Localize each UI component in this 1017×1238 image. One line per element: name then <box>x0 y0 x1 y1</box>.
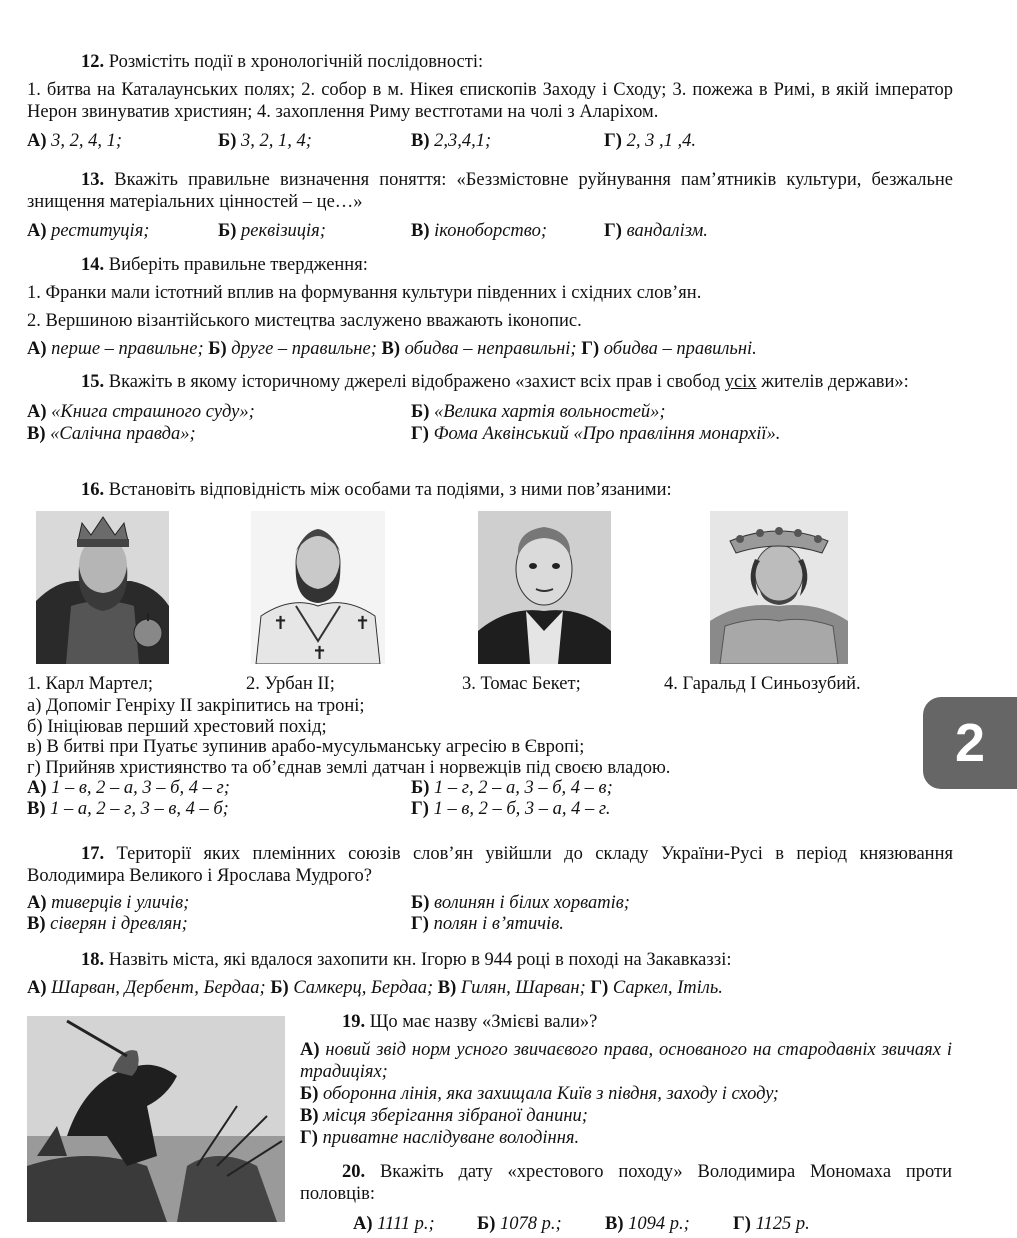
person-4: 4. Гаральд І Синьозубий. <box>664 674 861 694</box>
portrait-harald <box>710 511 848 664</box>
question-number: 12. <box>81 52 105 72</box>
answer-options <box>27 401 953 445</box>
question-20 <box>300 1161 952 1235</box>
question-16-title <box>27 479 953 501</box>
option-d[interactable]: Г) 2, 3 ,1 ,4. <box>604 131 696 151</box>
option-b[interactable]: Б) 1078 р.; <box>477 1214 562 1234</box>
option-c[interactable]: В) 2,3,4,1; <box>411 131 492 151</box>
option-a[interactable]: А) тиверців і уличів; <box>27 893 190 913</box>
option-c[interactable]: В) 1094 р.; <box>605 1214 690 1234</box>
option-a[interactable]: А) 1111 р.; <box>353 1214 435 1234</box>
person-2: 2. Урбан ІІ; <box>246 674 335 694</box>
question-number: 20. <box>342 1162 366 1182</box>
option-c[interactable]: В) обидва – неправильні; <box>381 339 582 359</box>
option-a[interactable]: А) 3, 2, 4, 1; <box>27 131 123 151</box>
answer-options <box>300 1039 952 1149</box>
question-number: 16. <box>81 480 105 500</box>
question-number: 13. <box>81 170 105 190</box>
question-number: 18. <box>81 950 105 970</box>
question-16-body <box>27 674 953 819</box>
question-title: Що має назву «Змієві вали»? <box>365 1012 598 1032</box>
option-d[interactable]: Г) обидва – правильні. <box>581 339 757 359</box>
option-a[interactable]: А) новий звід норм усного звичаєвого права, основаного на стародавніх звичаях і традиціях; <box>300 1040 952 1082</box>
section-tab: 2 <box>923 697 1017 789</box>
question-14 <box>27 254 953 360</box>
portrait-karl-martel <box>36 511 169 664</box>
answer-options <box>27 338 953 360</box>
option-d[interactable]: Г) 1 – в, 2 – б, 3 – а, 4 – г. <box>411 798 611 819</box>
person-3: 3. Томас Бекет; <box>462 674 581 694</box>
option-a[interactable]: А) Шарван, Дербент, Бердаа; <box>27 978 271 998</box>
option-b[interactable]: Б) реквізиція; <box>218 221 326 241</box>
battle-scene-icon <box>27 1016 285 1222</box>
option-c[interactable]: В) «Салічна правда»; <box>27 424 196 444</box>
option-d[interactable]: Г) Фома Аквінський «Про правління монархії». <box>411 424 781 444</box>
becket-portrait-icon <box>478 511 611 664</box>
option-b[interactable]: Б) оборонна лінія, яка захищала Київ з півдня, заходу і сходу; <box>300 1084 779 1104</box>
question-title: Встановіть відповідність між особами та подіями, з ними пов’язаними: <box>104 480 672 500</box>
option-d[interactable]: Г) Саркел, Ітіль. <box>590 978 723 998</box>
question-17 <box>27 843 953 935</box>
answer-options <box>27 977 953 999</box>
harald-portrait-icon <box>710 511 848 664</box>
event-a: а) Допоміг Генріху ІІ закріпитись на троні; <box>27 696 365 716</box>
persons-list <box>27 674 953 696</box>
statement-2: 2. Вершиною візантійського мистецтва заслужено вважають іконопис. <box>27 311 582 331</box>
portraits-row <box>27 511 953 666</box>
question-title: Території яких племінних союзів слов’ян увійшли до складу України-Русі в період князювання Володимира Великого і Ярослава Мудрого? <box>27 844 953 886</box>
option-d[interactable]: Г) вандалізм. <box>604 221 708 241</box>
option-b[interactable]: Б) «Велика хартія вольностей»; <box>411 402 666 422</box>
option-b[interactable]: Б) друге – правильне; <box>208 339 382 359</box>
event-c: в) В битві при Пуатьє зупинив арабо-мусульманську агресію в Європі; <box>27 737 585 757</box>
option-c[interactable]: В) Гилян, Шарван; <box>437 978 591 998</box>
option-b[interactable]: Б) 3, 2, 1, 4; <box>218 131 312 151</box>
question-13 <box>27 169 953 242</box>
option-d[interactable]: Г) полян і в’ятичів. <box>411 914 564 934</box>
question-title: Назвіть міста, які вдалося захопити кн. Ігорю в 944 році в поході на Закавказзі: <box>104 950 732 970</box>
portrait-thomas-becket <box>478 511 611 664</box>
svg-text:✝: ✝ <box>273 613 289 634</box>
option-b[interactable]: Б) Самкерц, Бердаа; <box>270 978 438 998</box>
person-1: 1. Карл Мартел; <box>27 674 154 694</box>
svg-text:✝: ✝ <box>355 613 371 634</box>
statement-1: 1. Франки мали істотний вплив на формування культури південних і східних слов’ян. <box>27 283 702 303</box>
option-a[interactable]: А) реституція; <box>27 221 150 241</box>
option-c[interactable]: В) сіверян і древлян; <box>27 914 188 934</box>
pope-portrait-icon <box>251 511 385 664</box>
question-title: Виберіть правильне твердження: <box>104 255 368 275</box>
option-b[interactable]: Б) 1 – г, 2 – а, 3 – б, 4 – в; <box>411 778 613 798</box>
question-title-part: Вкажіть в якому історичному джерелі відображено «захист всіх прав і свобод <box>104 372 725 392</box>
answer-options <box>300 1213 952 1235</box>
question-text: 1. битва на Каталаунських полях; 2. собор в м. Нікея єпископів Заходу і Сходу; 3. пожежа в Римі, в якій імператор Нерон звинуватив християн; 4. захоплення Риму вестготами на чолі з Аларіхом. <box>27 80 953 122</box>
question-19 <box>300 1011 952 1149</box>
answer-options <box>27 220 953 242</box>
option-d[interactable]: Г) приватне наслідуване володіння. <box>300 1128 580 1148</box>
option-b[interactable]: Б) волинян і білих хорватів; <box>411 893 630 913</box>
svg-text:✝: ✝ <box>312 643 328 664</box>
option-a[interactable]: А) перше – правильне; <box>27 339 209 359</box>
question-12 <box>27 51 953 152</box>
battle-illustration <box>27 1016 285 1222</box>
question-number: 14. <box>81 255 105 275</box>
option-d[interactable]: Г) 1125 р. <box>733 1214 810 1234</box>
event-b: б) Ініціював перший хрестовий похід; <box>27 716 327 737</box>
underlined-word: усіх <box>724 372 757 392</box>
question-number: 15. <box>81 372 105 392</box>
option-a[interactable]: А) «Книга страшного суду»; <box>27 402 255 422</box>
question-title: Вкажіть дату «хрестового походу» Володимира Мономаха проти половців: <box>300 1162 952 1204</box>
answer-options <box>27 778 953 819</box>
answer-options <box>27 130 953 152</box>
portrait-urban-ii <box>251 511 385 664</box>
question-number: 17. <box>81 844 105 864</box>
option-a[interactable]: А) 1 – в, 2 – а, 3 – б, 4 – г; <box>27 778 230 798</box>
question-title: Розмістіть події в хронологічній послідовності: <box>104 52 484 72</box>
answer-options <box>27 893 953 935</box>
question-number: 19. <box>342 1012 366 1032</box>
event-d: г) Прийняв християнство та об’єднав землі датчан і норвежців під своєю владою. <box>27 757 671 778</box>
question-title-part: жителів держави»: <box>756 372 909 392</box>
question-18 <box>27 949 953 999</box>
option-c[interactable]: В) іконоборство; <box>411 221 547 241</box>
option-c[interactable]: В) місця зберігання зібраної данини; <box>300 1106 588 1126</box>
question-title: Вкажіть правильне визначення поняття: «Беззмістовне руйнування пам’ятників культури, безжальне знищення матеріальних цінностей – це…» <box>27 170 953 212</box>
option-c[interactable]: В) 1 – а, 2 – г, 3 – в, 4 – б; <box>27 798 229 819</box>
king-portrait-icon <box>36 511 169 664</box>
question-15 <box>27 371 953 445</box>
